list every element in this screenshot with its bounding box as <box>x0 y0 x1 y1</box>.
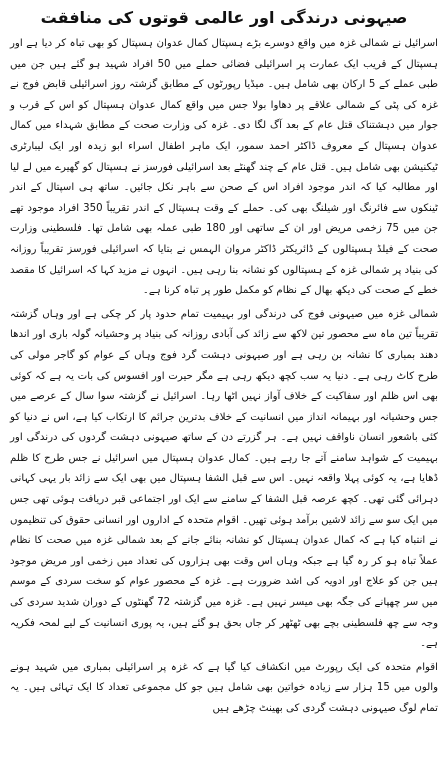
article-paragraph-3: اقوام متحدہ کی ایک رپورٹ میں انکشاف کیا گیا ہے کہ غزہ پر اسرائیلی بمباری میں شہید ہونے والوں میں 15 ہزار سے زیادہ خواتین بھی شامل ہیں جو کل مجموعی تعداد کا ایک تہائی ہیں۔ یہ تمام لوگ صیہونی دہشت گردی کی بھینٹ چڑھے ہیں <box>10 661 438 714</box>
article-paragraph-2: شمالی غزہ میں صیہونی فوج کی درندگی اور بہیمیت تمام حدود پار کر چکی ہے اور وہاں گزشتہ تقریباً تین ماہ سے محصور تین لاکھ سے زائد کی آبادی روزانہ کی بنیاد پر وحشیانہ گولہ باری اور اندھا دھند بمباری کا نشانہ بن رہی ہے اور صیہونی دہشت گرد فوج وہاں کے عوام کو گاجر مولی کی طرح کاٹ رہی ہے۔ دنیا یہ سب کچھ دیکھ رہی ہے مگر حیرت اور افسوس کی بات یہ ہے کہ کوئی بھی اس ظلم اور سفاکیت کے خلاف آواز نہیں اٹھا رہا۔ اسرائیل نے گزشتہ سوا سال کے عرصے میں جس وحشیانہ اور بہیمانہ انداز میں انسانیت کے خلاف بدترین جرائم کا ارتکاب کیا ہے، اس نے دنیا کو کئی باشعور انسان ناواقف نہیں ہے۔ ہر گزرتے دن کے ساتھ صیہونی دہشت گردوں کی درندگی اور بہیمیت کے شواہد سامنے آتے جا رہے ہیں۔ کمال عدوان ہسپتال میں اسرائیل نے جس طرح کا ظلم ڈھایا ہے، یہ کوئی پہلا واقعہ نہیں۔ اس سے قبل الشفا ہسپتال میں بھی ایک سے زائد بار یہی کہانی دہرائی گئی تھی۔ کچھ عرصہ قبل الشفا کے سامنے سے ایک اور اجتماعی قبر دریافت ہوئی تھی جس میں ایک سو سے زائد لاشیں برآمد ہوئی تھیں۔ اقوام متحدہ کے اداروں اور انسانی حقوق کی تنظیموں نے انتباہ کیا ہے کہ کمال عدوان ہسپتال کو نشانہ بنائے جانے کے بعد شمالی غزہ میں صحت کا نظام عملاً تباہ ہو کر رہ گیا ہے جبکہ وہاں اس وقت بھی ہزاروں کی تعداد میں زخمی اور مریض موجود ہیں جن کو علاج اور ادویہ کی اشد ضرورت ہے۔ غزہ کے محصور عوام کو سخت سردی کے موسم میں سر چھپانے کی جگہ بھی میسر نہیں ہے۔ غزہ میں گزشتہ 72 گھنٹوں کے دوران شدید سردی کی وجہ سے چھ فلسطینی بچے بھی ٹھٹھر کر جاں بحق ہو گئے ہیں، یہ پوری انسانیت کے لیے لمحہ فکریہ ہے۔ <box>10 308 438 650</box>
article-paragraph-1: اسرائیل نے شمالی غزہ میں واقع دوسرے بڑے ہسپتال کمال عدوان ہسپتال کو بھی تباہ کر دیا ہے اور ہسپتال کے قریب ایک عمارت پر اسرائیلی فضائی حملے میں 50 افراد شہید ہو گئے ہیں جن میں طبی عملے کے 5 ارکان بھی شامل ہیں۔ میڈیا رپورٹوں کے مطابق گزشتہ روز اسرائیلی قابض فوج نے غزہ کی پٹی کے شمالی علاقے پر دھاوا بولا جس میں واقع کمال عدوان ہسپتال کو اس کے قرب و جوار میں دہشتناک قتل عام کے بعد آگ لگا دی۔ غزہ کی وزارت صحت کے مطابق شہداء میں کمال عدوان ہسپتال کے معروف ڈاکٹر احمد سمور، ایک ماہر اطفال اسراء ابو زیدہ اور ایک لیبارٹری ٹیکنیشن بھی شامل ہیں۔ قتل عام کے چند گھنٹے بعد اسرائیلی فورسز نے ہسپتال کو گھیرے میں لے لیا اور مطالبہ کیا کہ اندر موجود افراد اس کے صحن سے باہر نکل جائیں۔ ساتھ ہی اسپتال کے اندر ٹینکوں سے فائرنگ اور شیلنگ بھی کی۔ حملے کے وقت ہسپتال کے اندر تقریباً 350 افراد موجود تھے جن میں 75 زخمی مریض اور ان کے ساتھی اور 180 طبی عملہ بھی شامل تھا۔ فلسطینی وزارت صحت کے فیلڈ ہسپتالوں کے ڈائریکٹر ڈاکٹر مروان الہمس نے بتایا کہ اسرائیلی فورسز تقریباً روزانہ کی بنیاد پر شمالی غزہ کے ہسپتالوں کو نشانہ بنا رہی ہیں۔ انہوں نے مزید کہا کہ اسرائیل کا مقصد خطے کے صحت کی دیکھ بھال کے نظام کو مکمل طور پر تباہ کرنا ہے۔ <box>10 38 439 297</box>
article-title: صیہونی درندگی اور عالمی قوتوں کی منافقت <box>40 8 408 27</box>
